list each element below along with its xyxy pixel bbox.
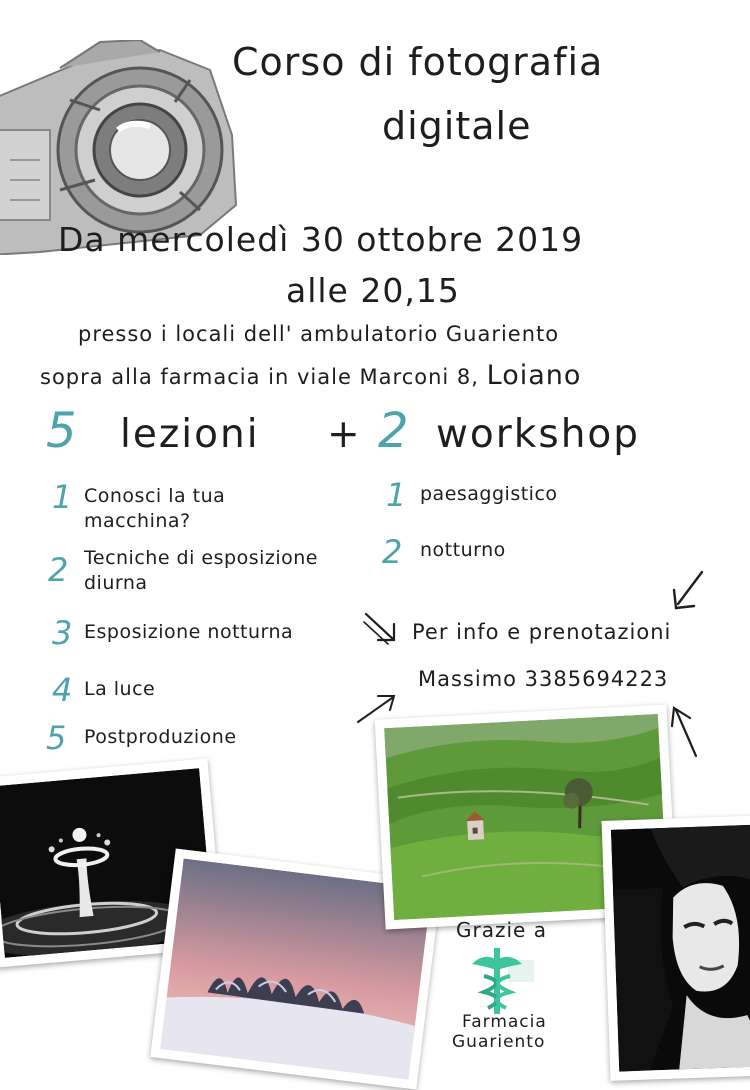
workshop-number: 2 <box>382 533 403 571</box>
workshop-label: notturno <box>420 539 506 561</box>
workshops-count: 2 <box>378 403 409 459</box>
pharmacy-caduceus-icon <box>468 946 536 1016</box>
sponsor-thanks-label: Grazie a <box>456 918 547 942</box>
sponsor-name-line1: Farmacia <box>462 1012 547 1032</box>
lesson-number: 1 <box>52 478 73 516</box>
lesson-label: La luce <box>84 678 156 700</box>
lessons-count: 5 <box>46 403 77 459</box>
lesson-number: 3 <box>52 614 73 652</box>
event-date: Da mercoledì 30 ottobre 2019 <box>58 220 584 259</box>
workshop-number: 1 <box>386 476 407 514</box>
lesson-label: Esposizione notturna <box>84 621 294 643</box>
venue-line1: presso i locali dell' ambulatorio Guariento <box>78 322 560 346</box>
venue-town: Loiano <box>486 360 582 391</box>
venue-address: sopra alla farmacia in viale Marconi 8, <box>40 365 487 389</box>
lesson-label: Tecniche di esposizione diurna <box>84 547 318 594</box>
info-label: Per info e prenotazioni <box>412 620 672 644</box>
contact-phone: Massimo 3385694223 <box>418 667 669 691</box>
lessons-word: lezioni <box>120 412 260 457</box>
arrow-icon <box>668 704 704 760</box>
course-title-line2: digitale <box>382 104 532 148</box>
arrow-icon <box>668 568 708 612</box>
photo-portrait <box>602 815 750 1081</box>
workshops-word: workshop <box>436 412 641 457</box>
plus-sign: + <box>327 412 360 457</box>
lesson-label: Conosci la tua macchina? <box>84 485 226 532</box>
lesson-number: 2 <box>48 551 69 589</box>
arrow-icon <box>362 610 402 648</box>
lesson-number: 5 <box>46 719 67 757</box>
course-title-line1: Corso di fotografia <box>232 40 604 84</box>
workshop-label: paesaggistico <box>420 483 558 505</box>
lesson-label: Postproduzione <box>84 726 237 748</box>
sponsor-name-line2: Guariento <box>452 1032 546 1052</box>
venue-line2 <box>40 360 581 391</box>
event-time: alle 20,15 <box>286 271 460 310</box>
lesson-number: 4 <box>52 671 73 709</box>
